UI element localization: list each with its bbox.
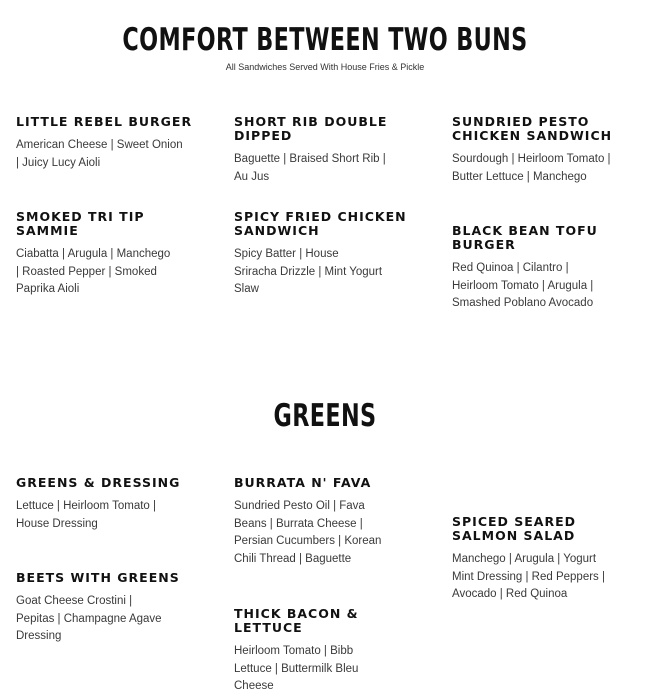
section-title-greens: GREENS	[273, 398, 377, 434]
section-subtitle-sandwiches: All Sandwiches Served With House Fries & Pickle	[225, 62, 425, 72]
menu-item	[234, 210, 419, 299]
menu-item	[452, 515, 642, 604]
item-name: SMOKED TRI TIP SAMMIE	[16, 209, 145, 238]
item-name: THICK BACON & LETTUCE	[234, 606, 359, 635]
item-name: SPICY FRIED CHICKEN SANDWICH	[234, 209, 407, 238]
item-description: Ciabatta | Arugula | Manchego | Roasted Pepper | Smoked Paprika Aioli	[16, 248, 171, 295]
item-name: BURRATA N' FAVA	[234, 475, 372, 490]
menu-item	[234, 115, 419, 186]
item-description: Manchego | Arugula | Yogurt Mint Dressing | Red Peppers | Avocado | Red Quinoa	[452, 553, 605, 600]
menu-item	[16, 210, 201, 299]
item-name: SPICED SEARED SALMON SALAD	[452, 514, 577, 543]
item-name: LITTLE REBEL BURGER	[16, 114, 193, 129]
item-description: Heirloom Tomato | Bibb Lettuce | Buttermilk Bleu Cheese	[234, 645, 359, 692]
item-name: BLACK BEAN TOFU BURGER	[452, 223, 598, 252]
item-description: Baguette | Braised Short Rib | Au Jus	[234, 153, 386, 183]
item-description: Red Quinoa | Cilantro | Heirloom Tomato | Arugula | Smashed Poblano Avocado	[452, 262, 594, 309]
menu-item	[16, 571, 201, 646]
menu-item	[16, 476, 201, 533]
menu-item	[234, 476, 419, 568]
menu-item	[234, 607, 419, 696]
menu-item	[452, 115, 642, 186]
item-description: Spicy Batter | House Sriracha Drizzle | Mint Yogurt Slaw	[234, 248, 383, 295]
item-description: Goat Cheese Crostini | Pepitas | Champagne Agave Dressing	[16, 595, 162, 642]
menu-item	[16, 115, 201, 172]
item-name: SUNDRIED PESTO CHICKEN SANDWICH	[452, 114, 613, 143]
item-name: GREENS & DRESSING	[16, 475, 181, 490]
item-name: SHORT RIB DOUBLE DIPPED	[234, 114, 388, 143]
item-description: Sourdough | Heirloom Tomato | Butter Lettuce | Manchego	[452, 153, 611, 183]
item-description: Lettuce | Heirloom Tomato | House Dressing	[16, 500, 156, 530]
menu-item	[452, 224, 642, 313]
section-title-sandwiches: COMFORT BETWEEN TWO BUNS	[122, 22, 528, 58]
item-description: American Cheese | Sweet Onion | Juicy Lucy Aioli	[16, 139, 183, 169]
item-name: BEETS WITH GREENS	[16, 570, 180, 585]
item-description: Sundried Pesto Oil | Fava Beans | Burrata Cheese | Persian Cucumbers | Korean Chili Thread | Baguette	[234, 500, 382, 565]
